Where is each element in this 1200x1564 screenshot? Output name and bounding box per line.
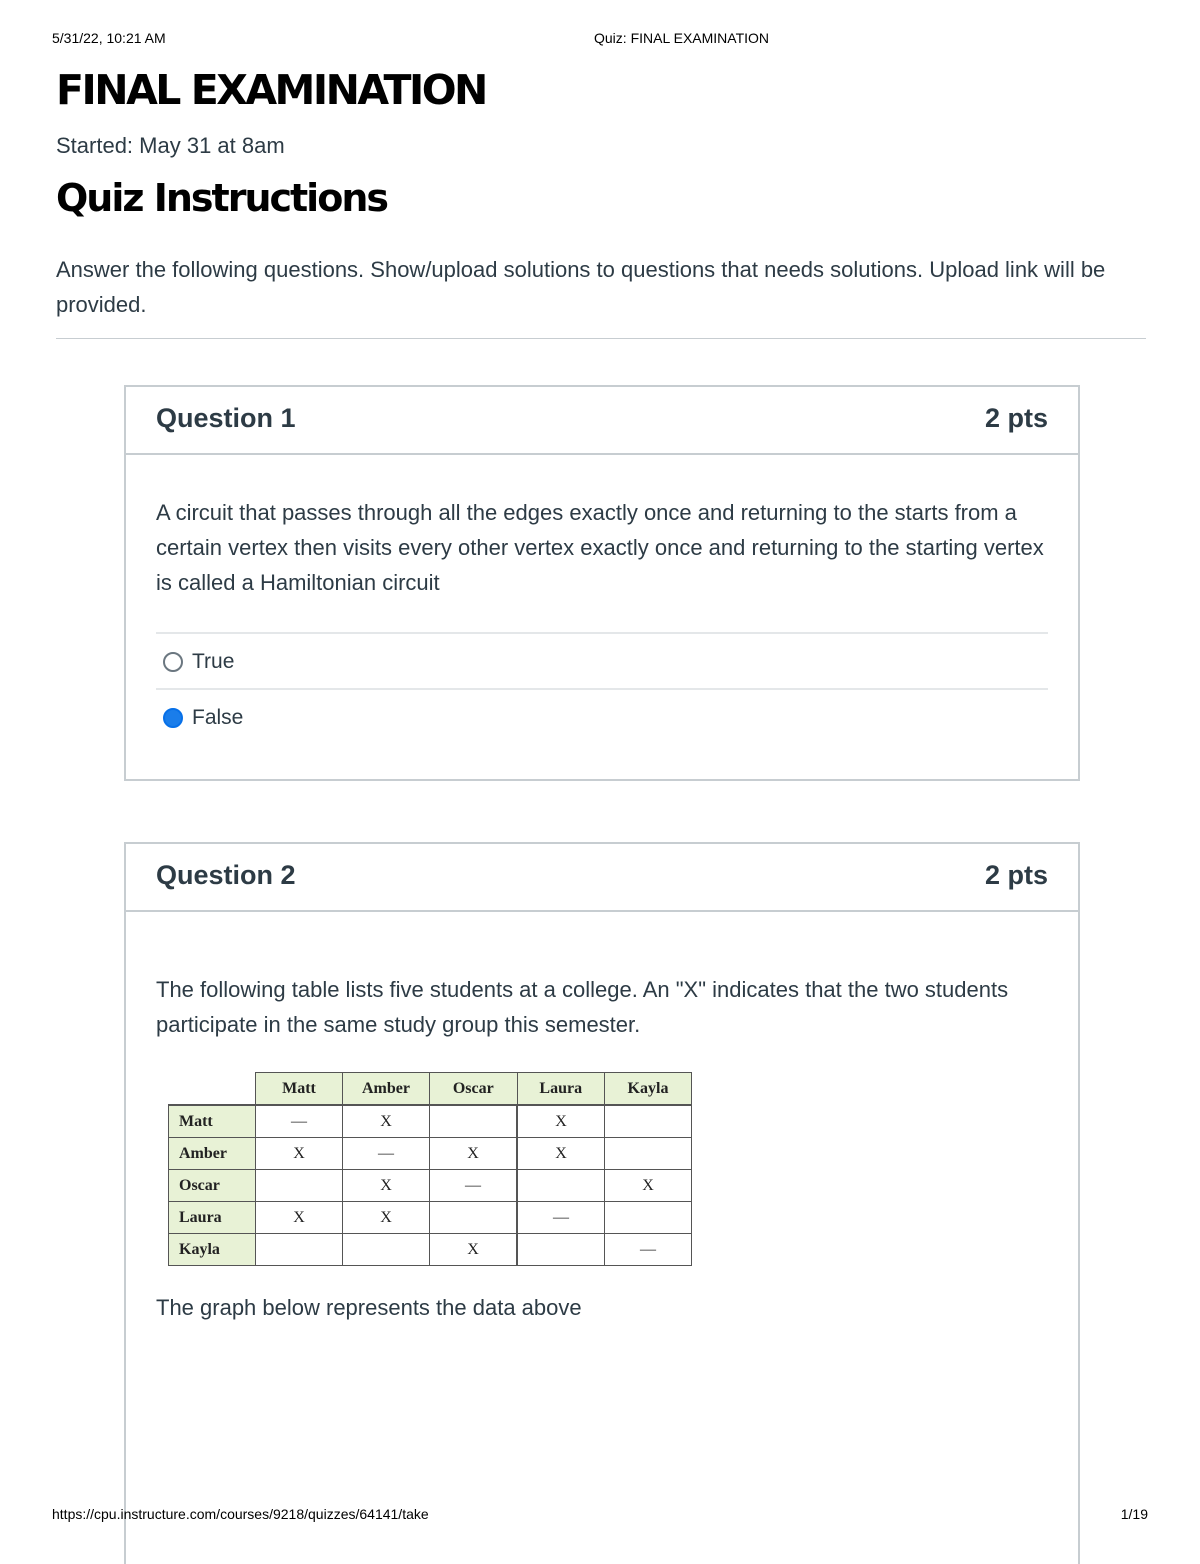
answer-option-false[interactable]: [156, 688, 1048, 744]
question-body: [126, 495, 1078, 744]
divider: [56, 338, 1146, 339]
table-cell: [605, 1202, 692, 1234]
exam-title: FINAL EXAMINATION: [56, 66, 486, 114]
column-header: Amber: [343, 1073, 430, 1106]
table-cell: X: [343, 1202, 430, 1234]
table-cell: X: [517, 1105, 605, 1138]
question-1: [124, 385, 1080, 781]
table-cell: X: [343, 1170, 430, 1202]
question-text: A circuit that passes through all the edges exactly once and returning to the starts from a certain vertex then visits every other vertex exactly once and returning to the starting vertex is called a Hamiltonian circuit: [156, 500, 1044, 595]
question-points: 2 pts: [984, 860, 1048, 890]
radio-button-selected[interactable]: [163, 708, 183, 728]
table-cell: [430, 1105, 518, 1138]
question-2: [124, 842, 1080, 1564]
answer-list: [156, 632, 1048, 744]
question-body: [126, 972, 1078, 1325]
table-row: [169, 1202, 692, 1234]
table-cell: —: [343, 1138, 430, 1170]
column-header: Laura: [517, 1073, 605, 1106]
row-header: Laura: [169, 1202, 256, 1234]
table-corner: [169, 1073, 256, 1106]
row-header: Kayla: [169, 1234, 256, 1266]
table-cell: X: [256, 1138, 343, 1170]
column-header: Matt: [256, 1073, 343, 1106]
table-cell: —: [517, 1202, 605, 1234]
question-name: Question 1: [156, 403, 296, 433]
table-cell: X: [343, 1105, 430, 1138]
row-header: Matt: [169, 1105, 256, 1138]
print-url: https://cpu.instructure.com/courses/9218/quizzes/64141/take: [52, 1506, 429, 1522]
question-name: Question 2: [156, 860, 296, 890]
table-cell: X: [517, 1138, 605, 1170]
column-header: Oscar: [430, 1073, 518, 1106]
question-header: [126, 387, 1078, 455]
table-row: [169, 1170, 692, 1202]
answer-label: False: [192, 706, 244, 729]
table-cell: [256, 1234, 343, 1266]
answer-option-true[interactable]: [156, 632, 1048, 688]
quiz-main: [56, 62, 1146, 339]
table-cell: X: [430, 1138, 518, 1170]
print-datetime: 5/31/22, 10:21 AM: [52, 30, 166, 46]
table-cell: [517, 1234, 605, 1266]
answer-label: True: [192, 650, 235, 673]
row-header: Oscar: [169, 1170, 256, 1202]
table-row: [169, 1138, 692, 1170]
table-cell: [605, 1138, 692, 1170]
table-cell: —: [605, 1234, 692, 1266]
column-header: Kayla: [605, 1073, 692, 1106]
table-row: [169, 1234, 692, 1266]
print-page-title: Quiz: FINAL EXAMINATION: [594, 30, 770, 46]
question-header: [126, 844, 1078, 912]
table-cell: [517, 1170, 605, 1202]
table-cell: [605, 1105, 692, 1138]
question-text-after-table: The graph below represents the data above: [156, 1295, 582, 1320]
table-cell: X: [605, 1170, 692, 1202]
print-page-number: 1/19: [1120, 1506, 1148, 1522]
started-time: Started: May 31 at 8am: [56, 133, 285, 158]
table-cell: X: [256, 1202, 343, 1234]
question-text: The following table lists five students at a college. An "X" indicates that the two students participate in the same study group this semester.: [156, 977, 1009, 1037]
radio-button[interactable]: [163, 652, 183, 672]
table-cell: [256, 1170, 343, 1202]
table-row: [169, 1105, 692, 1138]
table-cell: —: [430, 1170, 518, 1202]
instructions-text: Answer the following questions. Show/upload solutions to questions that needs solutions. Upload link will be provided.: [56, 257, 1106, 317]
study-group-table: [168, 1072, 692, 1266]
question-points: 2 pts: [984, 403, 1048, 433]
table-cell: [430, 1202, 518, 1234]
instructions-title: Quiz Instructions: [56, 176, 387, 220]
table-cell: [343, 1234, 430, 1266]
table-cell: —: [256, 1105, 343, 1138]
row-header: Amber: [169, 1138, 256, 1170]
table-header-row: [169, 1073, 692, 1106]
table-cell: X: [430, 1234, 518, 1266]
